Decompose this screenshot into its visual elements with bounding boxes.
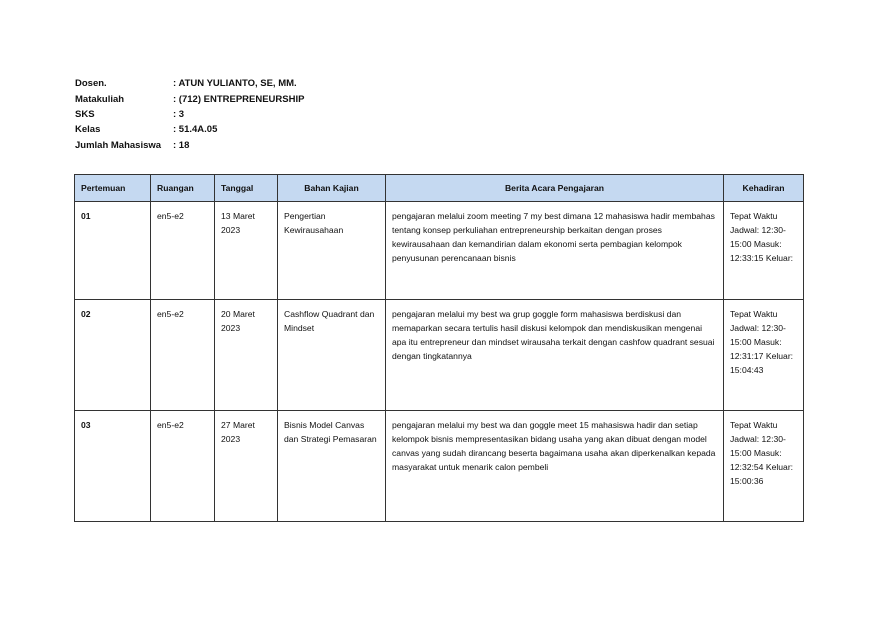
header-tanggal: Tanggal bbox=[215, 175, 278, 202]
cell-pertemuan: 02 bbox=[75, 300, 151, 411]
table-row bbox=[75, 202, 804, 300]
cell-bahan-kajian: Bisnis Model Canvas dan Strategi Pemasaran bbox=[278, 411, 386, 522]
table-row bbox=[75, 300, 804, 411]
cell-berita-acara: pengajaran melalui my best wa dan goggle meet 15 mahasiswa hadir dan setiap kelompok bisnis mempresentasikan bidang usaha yang akan dibuat dengan model canvas yang sudah dirancang beserta bagaimana usaha akan diperkenalkan kepada masyarakat untuk menarik calon pembeli bbox=[386, 411, 724, 522]
sks-label: SKS bbox=[75, 108, 95, 120]
cell-kehadiran: Tepat Waktu Jadwal: 12:30-15:00 Masuk: 12:32:54 Keluar: 15:00:36 bbox=[724, 411, 804, 522]
dosen-row bbox=[75, 76, 304, 91]
sks-value: : 3 bbox=[173, 108, 185, 120]
header-kehadiran: Kehadiran bbox=[724, 175, 804, 202]
header-ruangan: Ruangan bbox=[151, 175, 215, 202]
table-header-row bbox=[75, 175, 804, 202]
matakuliah-row bbox=[75, 91, 304, 106]
jumlah-row bbox=[75, 138, 304, 153]
cell-pertemuan: 03 bbox=[75, 411, 151, 522]
table-row bbox=[75, 411, 804, 522]
cell-pertemuan: 01 bbox=[75, 202, 151, 300]
kelas-label: Kelas bbox=[75, 124, 101, 136]
header-berita-acara: Berita Acara Pengajaran bbox=[386, 175, 724, 202]
cell-tanggal: 13 Maret 2023 bbox=[215, 202, 278, 300]
cell-ruangan: en5-e2 bbox=[151, 300, 215, 411]
cell-kehadiran: Tepat Waktu Jadwal: 12:30-15:00 Masuk: 12:31:17 Keluar: 15:04:43 bbox=[724, 300, 804, 411]
cell-tanggal: 27 Maret 2023 bbox=[215, 411, 278, 522]
dosen-label: Dosen. bbox=[75, 78, 107, 90]
dosen-value: : ATUN YULIANTO, SE, MM. bbox=[173, 78, 297, 90]
cell-kehadiran: Tepat Waktu Jadwal: 12:30-15:00 Masuk: 12:33:15 Keluar: bbox=[724, 202, 804, 300]
jumlah-label: Jumlah Mahasiswa bbox=[75, 139, 162, 151]
cell-tanggal: 20 Maret 2023 bbox=[215, 300, 278, 411]
cell-bahan-kajian: Cashflow Quadrant dan Mindset bbox=[278, 300, 386, 411]
teaching-log-table bbox=[74, 174, 804, 522]
matakuliah-value: : (712) ENTREPRENEURSHIP bbox=[173, 93, 305, 105]
header-bahan-kajian: Bahan Kajian bbox=[278, 175, 386, 202]
cell-ruangan: en5-e2 bbox=[151, 411, 215, 522]
cell-berita-acara: pengajaran melalui my best wa grup goggle form mahasiswa berdiskusi dan memaparkan secara tertulis hasil diskusi kelompok dan mendiskusikan mengenai apa itu entrepreneur dan mindset wirausaha terkait dengan cashfow quadrant sesuai dengan tingkatannya bbox=[386, 300, 724, 411]
jumlah-value: : 18 bbox=[173, 139, 190, 151]
cell-ruangan: en5-e2 bbox=[151, 202, 215, 300]
kelas-row bbox=[75, 122, 304, 137]
kelas-value: : 51.4A.05 bbox=[173, 124, 218, 136]
course-info bbox=[75, 76, 304, 153]
cell-bahan-kajian: Pengertian Kewirausahaan bbox=[278, 202, 386, 300]
matakuliah-label: Matakuliah bbox=[75, 93, 125, 105]
sks-row bbox=[75, 107, 304, 122]
header-pertemuan: Pertemuan bbox=[75, 175, 151, 202]
cell-berita-acara: pengajaran melalui zoom meeting 7 my best dimana 12 mahasiswa hadir membahas tentang konsep perkuliahan entrepreneurship berkaitan dengan proses kewirausahaan dan kemandirian dalam ekonomi serta pembagian kelompok penyusunan perencanaan bisnis bbox=[386, 202, 724, 300]
